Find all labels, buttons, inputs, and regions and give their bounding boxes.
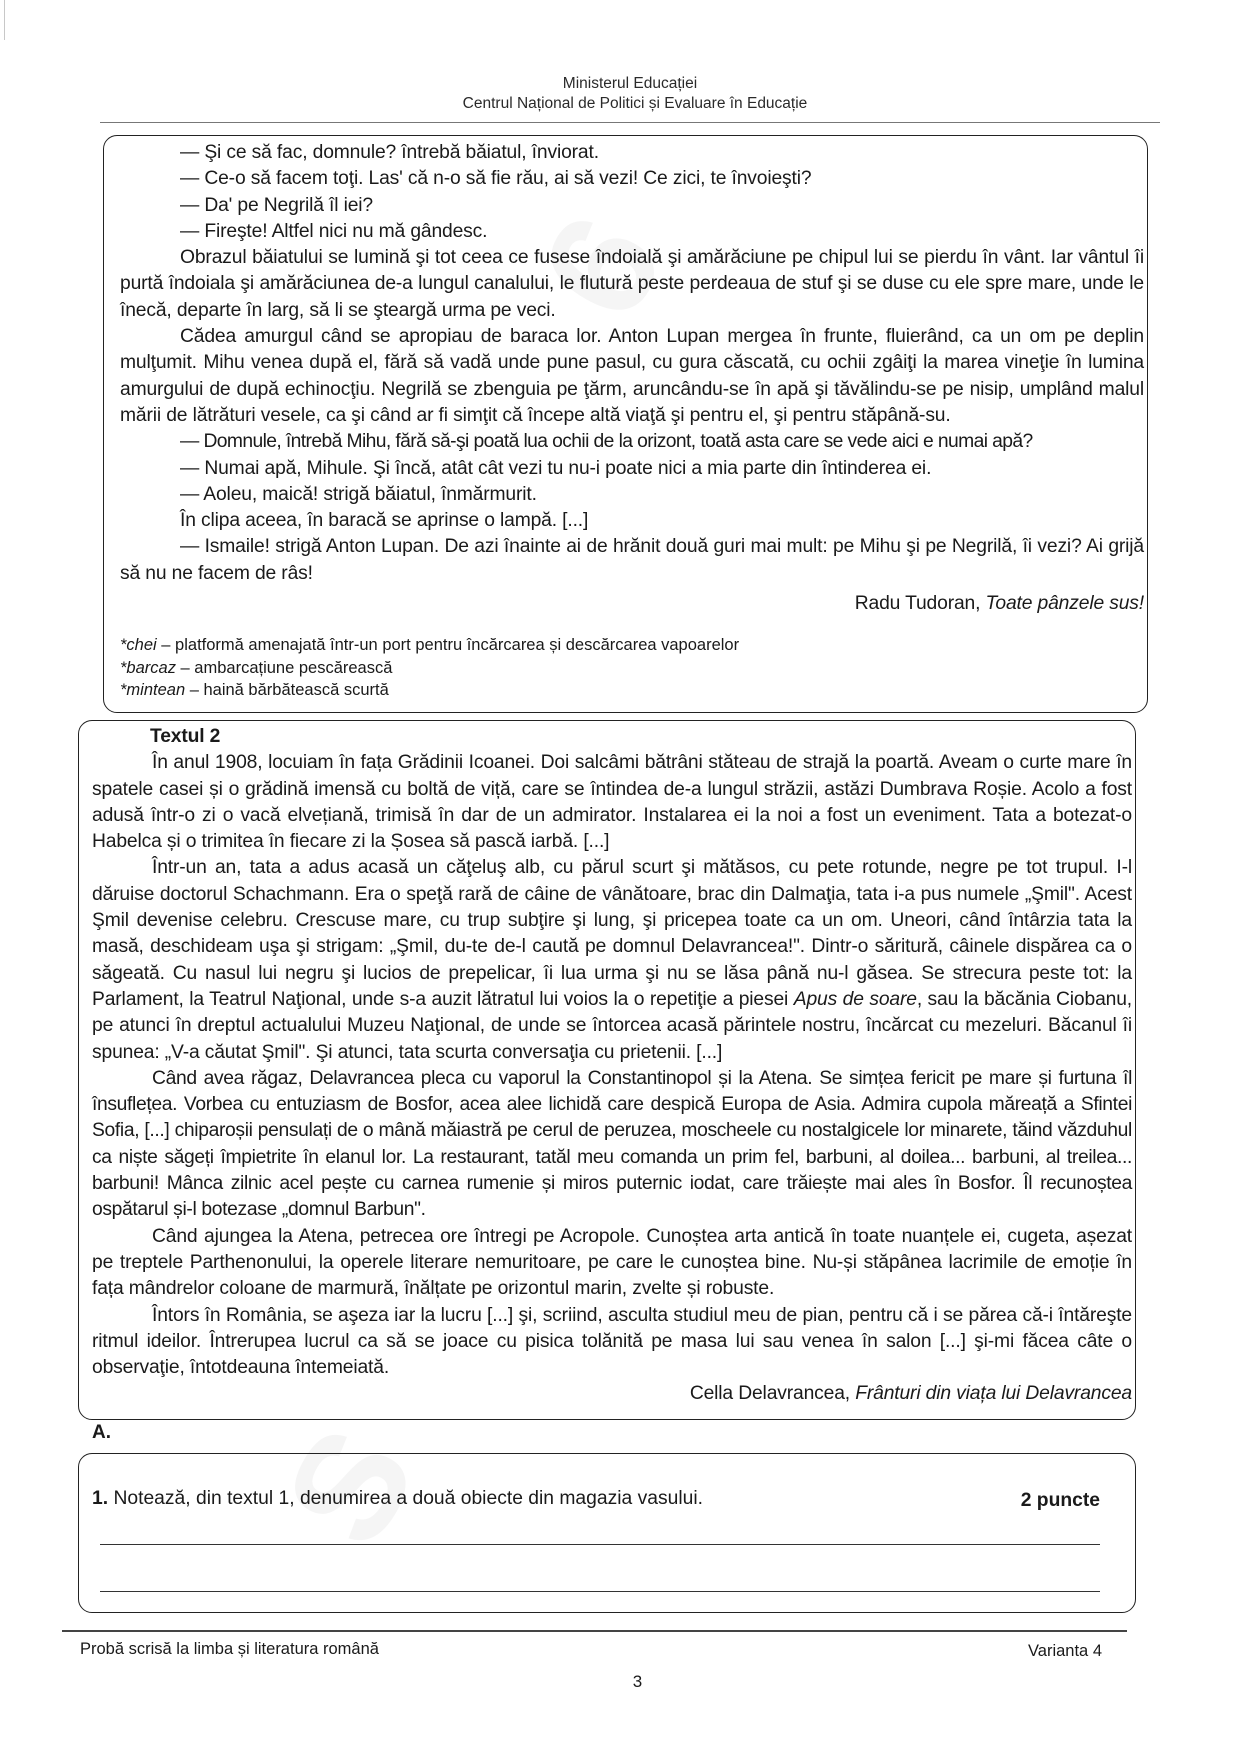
footer-divider (62, 1630, 1127, 1632)
glossary-definition: – haină bărbătească scurtă (185, 681, 389, 699)
text2-title: Textul 2 (150, 726, 221, 747)
glossary-item (120, 657, 739, 680)
work-title: Frânturi din viața lui Delavrancea (855, 1383, 1132, 1405)
glossary-item (120, 634, 739, 657)
glossary-definition: – platformă amenajată într-un port pentru încărcarea și descărcarea vapoarelor (156, 636, 740, 654)
question-points: 2 puncte (1020, 1490, 1100, 1511)
center-name: Centrul Național de Politici și Evaluare în Educație (462, 95, 808, 112)
author-name: Cella Delavrancea, (689, 1383, 856, 1405)
ministry-name: Ministerul Educației (562, 75, 698, 92)
paragraph: Întors în România, se aşeza iar la lucru [...] şi, scriind, asculta studiul meu de pian, pentru că i se părea că-i întăreşte ritmul ideilor. Întrerupea lucrul ca să se joace cu pisica tolănită pe masa lui sau venea în salon [...] şi-mi făcea câte o observaţie, întotdeauna întemeiată. (92, 1304, 1132, 1379)
dialogue-line: — Fireşte! Altfel nici nu mă gândesc. (180, 220, 488, 242)
work-title: Toate pânzele sus! (985, 593, 1144, 615)
text2-body (92, 724, 1132, 1408)
play-title: Apus de soare (793, 988, 917, 1010)
glossary-term: *mintean (120, 681, 186, 699)
paragraph: Obrazul băiatului se lumină şi tot ceea ce fusese îndoială şi amărăciune pe chipul lui se pierdu în vânt. Iar vântul îi purtă îndoiala şi amărăciunea de-a lungul canalului, le flutură peste perdeaua de stuf şi se duse cu ele spre mare, unde le înecă, departe în larg, să li se şteargă urma pe veci. (120, 247, 1144, 321)
dialogue-line: — Numai apă, Mihule. Şi încă, atât cât vezi tu nu-i poate nici a mia parte din întinderea ei. (180, 457, 932, 479)
question-1 (92, 1488, 1112, 1510)
paragraph: În anul 1908, locuiam în fața Grădinii Icoanei. Doi salcâmi bătrâni stăteau de strajă la poartă. Aveam o curte mare în spatele casei și o grădină imensă cu boltă de viță, care se întindea de-a lungul străzii, astăzi Dumbrava Roșie. Acolo a fost adusă într-o zi o vacă elvețiană, trimisă în dar de un admirator. Instalarea ei la noi a fost un eveniment. Tata a botezat-o Habelca și o trimitea în fiecare zi la Șosea să pască iarbă. [...] (92, 752, 1132, 853)
paragraph: Cădea amurgul când se apropiau de baraca lor. Anton Lupan mergea în frunte, fluierând, ca un om pe deplin mulţumit. Mihu venea după el, fără să vadă unde pune pasul, cu gura căscată, cu ochii zgâiţi la marea vineţie în lumina amurgului de după echinocţiu. Negrilă se zbenguia pe ţărm, aruncându-se în apă şi tăvălindu-se pe nisip, umplând malul mării de lătrături vesele, ca şi când ar fi simţit că începe altă viaţă şi pentru el, şi pentru stăpână-su. (120, 326, 1144, 426)
question-text: Notează, din textul 1, denumirea a două obiecte din magazia vasului. (108, 1488, 703, 1509)
paragraph-text: , sau la băcănia Ciobanu, pe atunci în dreptul actualului Muzeu Naţional, de unde se întorcea acasă părintele nostru, încărcat cu mezeluri. Băcanul îi spunea: „V-a căutat Şmil". Şi atunci, tata scurta conversaţia cu prietenii. [...] (92, 988, 1133, 1063)
text1-body (120, 140, 1144, 617)
dialogue-line: — Şi ce să fac, domnule? întrebă băiatul, înviorat. (180, 142, 599, 163)
exam-name: Probă scrisă la limba și literatura română (80, 1640, 379, 1658)
page-number: 3 (632, 1672, 643, 1691)
answer-line-1[interactable] (100, 1544, 1100, 1545)
section-label: A. (92, 1422, 111, 1443)
dialogue-line: — Da' pe Negrilă îl iei? (180, 194, 373, 216)
glossary-item (120, 679, 739, 702)
answer-line-2[interactable] (100, 1591, 1100, 1592)
question-frame (78, 1453, 1136, 1613)
glossary-term: *chei (120, 636, 157, 654)
question-number: 1. (92, 1488, 109, 1509)
paragraph: — Ismaile! strigă Anton Lupan. De azi înainte ai de hrănit două guri mai mult: pe Mihu şi pe Negrilă, îi vezi? Ai grijă să nu ne facem de râs! (120, 536, 1144, 584)
author-name: Radu Tudoran, (854, 593, 986, 615)
paragraph-text: Într-un an, tata a adus acasă un căţeluş alb, cu părul scurt şi mătăsos, cu pete rotunde, negre pe tot trupul. I-l dăruise doctorul Schachmann. Era o speţă rară de câine de vânătoare, brac din Dalmaţia, tata i-a pus numele „Şmil". Acest Şmil devenise celebru. Crescuse mare, cu trup subţire şi lung, şi pricepea toate ca un om. Uneori, când întârzia tata la masă, deschideam uşa şi strigam: „Şmil, du-te de-l caută pe domnul Delavrancea!". Dintr-o săritură, câinele dispărea ca o săgeată. Cu nasul lui negru şi lucios de prepelicar, îi lua urma şi nu se lăsa până nu-l găsea. Se strecura peste tot: la Parlament, la Teatrul Naţional, unde s-a auzit lătratul lui voios la o repetiţie a piesei (92, 857, 1132, 1010)
text1-source (120, 591, 1144, 617)
dialogue-line: — Domnule, întrebă Mihu, fără să-şi poată lua ochii de la orizont, toată asta care se vede aici e numai apă? (180, 431, 1033, 453)
paragraph: Când ajungea la Atena, petrecea ore întregi pe Acropole. Cunoștea arta antică în toate nuanțele ei, cugeta, așezat pe treptele Parthenonului, la operele literare nemuritoare, pe care le cunoștea bine. Nu-și stăpânea lacrimile de emoție în fața mândrelor coloane de marmură, înălțate pe orizontul marin, zvelte și robuste. (92, 1225, 1132, 1300)
glossary-notes (120, 634, 739, 702)
glossary-definition: – ambarcațiune pescărească (175, 658, 393, 677)
header-divider (100, 122, 1160, 123)
page-edge (4, 0, 5, 40)
paragraph (92, 855, 1132, 1065)
exam-variant: Varianta 4 (1028, 1642, 1102, 1660)
dialogue-line: În clipa aceea, în baracă se aprinse o lampă. [...] (180, 510, 589, 532)
page-header (0, 74, 1240, 114)
dialogue-line: — Aoleu, maică! strigă băiatul, înmărmurit. (180, 483, 537, 505)
dialogue-line: — Ce-o să facem toţi. Las' că n-o să fie rău, ai să vezi! Ce zici, te învoieşti? (180, 168, 812, 190)
paragraph: Când avea răgaz, Delavrancea pleca cu vaporul la Constantinopol și la Atena. Se simțea fericit pe mare și furtuna îl însuflețea. Vorbea cu entuziasm de Bosfor, acea alee lichidă care despică Europa de Asia. Admira cupola măreață a Sfintei Sofia, [...] chiparoșii pensulați de o mână măiastră pe cerul de peruzea, moscheele cu nostalgicele lor minarete, tăind văzduhul ca niște săgeți împietrite în elanul lor. La restaurant, tatăl meu comanda un prim fel, barbuni, al doilea... barbuni, al treilea... barbuni! Mânca zilnic acel pește cu carnea rumenie și miros puternic iodat, care trăiește mai ales în Bosfor. Îl recunoștea ospătarul și-l botezase „domnul Barbun". (92, 1067, 1132, 1221)
text2-source (92, 1381, 1132, 1407)
glossary-term: *barcaz (120, 658, 176, 677)
